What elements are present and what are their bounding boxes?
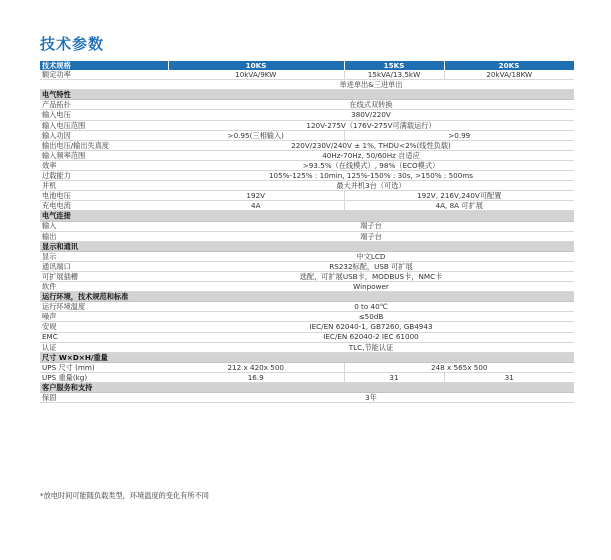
row-value: 0 to 40℃ [168, 302, 574, 312]
section-header [40, 90, 574, 100]
row-label: 可扩展插槽 [40, 271, 168, 281]
spec-table [40, 61, 575, 403]
table-row [40, 150, 574, 160]
row-label [40, 80, 168, 90]
row-value: 220V/230V/240V ± 1%, THDU<2%(线性负载) [168, 140, 574, 150]
row-label: 并机 [40, 181, 168, 191]
row-label: 输出电压/输出失真度 [40, 140, 168, 150]
row-value: 3年 [168, 393, 574, 403]
table-row [40, 191, 574, 201]
row-label: 输入 [40, 221, 168, 231]
model-10ks: 10KS [168, 61, 344, 70]
section-title: 电气特性 [40, 90, 574, 100]
row-label: EMC [40, 332, 168, 342]
row-label: 认证 [40, 342, 168, 352]
row-label: 输出 [40, 231, 168, 241]
table-row [40, 302, 574, 312]
section-title: 客户服务和支持 [40, 383, 574, 393]
table-row [40, 231, 574, 241]
row-value: 中文LCD [168, 251, 574, 261]
row-label: 输入电压范围 [40, 120, 168, 130]
value-15-20ks: 248 x 565x 500 [344, 362, 574, 372]
footnote: *放电时间可能随负载类型，环境温度的变化有所不同 [40, 491, 209, 500]
section-title: 电气连接 [40, 211, 574, 221]
value-10ks: 4A [168, 201, 344, 211]
value-15ks: 15kVA/13.5kW [344, 70, 444, 80]
row-value: TLC,节能认证 [168, 342, 574, 352]
row-label: 运行环境温度 [40, 302, 168, 312]
header-label: 技术规格 [40, 61, 168, 70]
row-label: 额定功率 [40, 70, 168, 80]
table-row [40, 282, 574, 292]
row-label: 噪声 [40, 312, 168, 322]
value-20ks: 20kVA/18KW [444, 70, 574, 80]
value-15-20ks: 4A, 8A 可扩展 [344, 201, 574, 211]
row-value: 380V/220V [168, 110, 574, 120]
row-label: 过载能力 [40, 171, 168, 181]
row-label: UPS 尺寸 (mm) [40, 362, 168, 372]
table-row [40, 100, 574, 110]
row-value: 120V-275V（176V-275V可满载运行） [168, 120, 574, 130]
row-value: IEC/EN 62040-2 IEC 61000 [168, 332, 574, 342]
row-label: 充电电流 [40, 201, 168, 211]
value-10ks: >0.95(三相输入) [168, 130, 344, 140]
table-row [40, 201, 574, 211]
row-value: 选配，可扩展USB卡，MODBUS卡，NMC卡 [168, 271, 574, 281]
table-row [40, 171, 574, 181]
value-20ks: 31 [444, 372, 574, 382]
row-value: >93.5%（在线模式）, 98%（ECO模式） [168, 160, 574, 170]
section-title: 显示和通讯 [40, 241, 574, 251]
table-row [40, 362, 574, 372]
row-value: 40Hz-70Hz, 50/60Hz 自适应 [168, 150, 574, 160]
table-row [40, 322, 574, 332]
table-row [40, 80, 574, 90]
table-row [40, 372, 574, 382]
model-20ks: 20KS [444, 61, 574, 70]
table-row [40, 221, 574, 231]
row-value: Winpower [168, 282, 574, 292]
row-label: 软件 [40, 282, 168, 292]
table-row [40, 120, 574, 130]
table-row [40, 160, 574, 170]
table-row [40, 110, 574, 120]
table-header-row [40, 61, 574, 70]
value-15-20ks: 192V, 216V,240V可配置 [344, 191, 574, 201]
section-title: 尺寸 W×D×H/重量 [40, 352, 574, 362]
row-label: 保固 [40, 393, 168, 403]
row-label: 效率 [40, 160, 168, 170]
value-10ks: 10kVA/9KW [168, 70, 344, 80]
row-value: 105%-125% : 10min, 125%-150% : 30s, >150% : 500ms [168, 171, 574, 181]
row-value: ≤50dB [168, 312, 574, 322]
row-value: 在线式双转换 [168, 100, 574, 110]
table-row [40, 271, 574, 281]
row-value: 最大并机3台（可选） [168, 181, 574, 191]
row-label: 通讯端口 [40, 261, 168, 271]
row-label: 安规 [40, 322, 168, 332]
section-header [40, 241, 574, 251]
row-label: 输入频率范围 [40, 150, 168, 160]
value-10ks: 16.9 [168, 372, 344, 382]
row-label: 显示 [40, 251, 168, 261]
value-15-20ks: >0.99 [344, 130, 574, 140]
row-value: 端子台 [168, 231, 574, 241]
value-10ks: 212 x 420x 500 [168, 362, 344, 372]
row-label: UPS 重量(kg) [40, 372, 168, 382]
table-row [40, 130, 574, 140]
row-label: 电池电压 [40, 191, 168, 201]
row-label: 输入电压 [40, 110, 168, 120]
section-header [40, 352, 574, 362]
table-row [40, 312, 574, 322]
row-value: IEC/EN 62040-1, GB7260, GB4943 [168, 322, 574, 332]
table-row [40, 393, 574, 403]
section-header [40, 292, 574, 302]
page-title: 技术参数 [40, 35, 105, 53]
table-row [40, 70, 574, 80]
value-15ks: 31 [344, 372, 444, 382]
row-value: 单进单出&三进单出 [168, 80, 574, 90]
row-label: 产品拓扑 [40, 100, 168, 110]
section-header [40, 211, 574, 221]
table-row [40, 251, 574, 261]
row-label: 输入功因 [40, 130, 168, 140]
table-row [40, 140, 574, 150]
table-row [40, 181, 574, 191]
row-value: RS232标配，USB 可扩展 [168, 261, 574, 271]
section-header [40, 383, 574, 393]
value-10ks: 192V [168, 191, 344, 201]
table-row [40, 261, 574, 271]
row-value: 端子台 [168, 221, 574, 231]
section-title: 运行环境，技术规范和标准 [40, 292, 574, 302]
table-row [40, 342, 574, 352]
model-15ks: 15KS [344, 61, 444, 70]
table-row [40, 332, 574, 342]
